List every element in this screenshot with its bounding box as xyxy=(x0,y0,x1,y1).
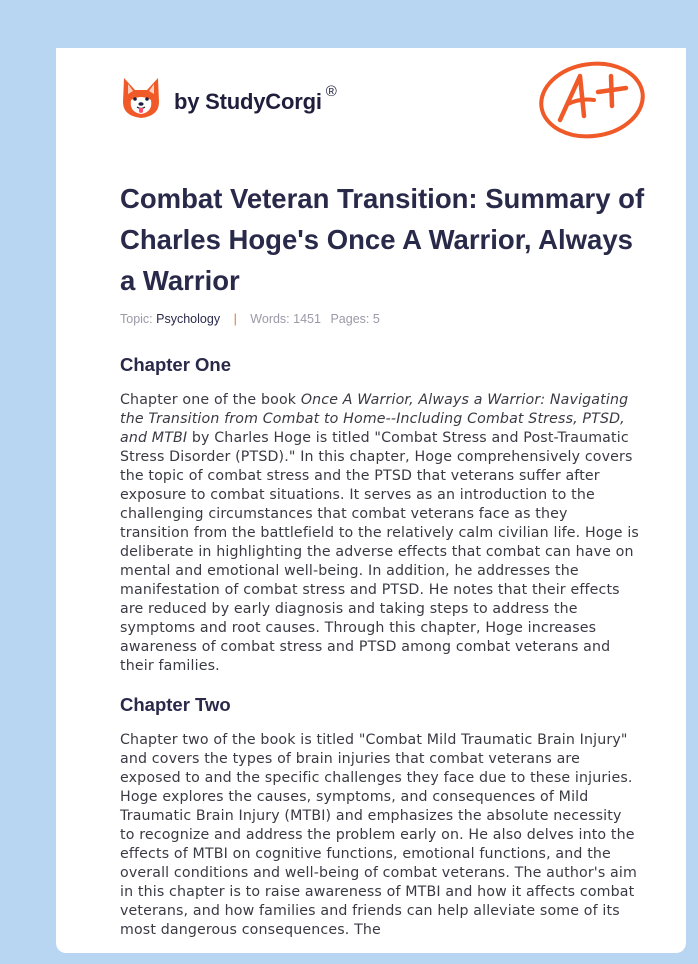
corgi-icon xyxy=(121,76,161,120)
brand-name: by StudyCorgi xyxy=(174,89,322,114)
section-heading-chapter-one: Chapter One xyxy=(120,354,232,375)
words-label: Words: xyxy=(250,312,290,326)
a-plus-grade-icon xyxy=(538,58,648,140)
section-heading-chapter-two: Chapter Two xyxy=(120,694,231,715)
article-meta xyxy=(120,312,380,326)
pages-count: 5 xyxy=(372,312,380,326)
article-title: Combat Veteran Transition: Summary of Charles Hoge's Once A Warrior, Always a Warrior xyxy=(120,183,645,296)
paragraph-lead: Chapter one of the book xyxy=(120,392,301,408)
pages-label: Pages: xyxy=(330,312,370,326)
topic-link[interactable]: Psychology xyxy=(156,312,221,326)
chapter-two-paragraph: Chapter two of the book is titled "Combat Mild Traumatic Brain Injury" and covers the types of brain injuries that combat veterans are exposed to and the specific challenges they face due to these injuries. Hoge explores the causes, symptoms, and consequences of Mild Traumatic Brain Injury (MTBI) and emphasizes the absolute necessity to recognize and address the problem early on. He also delves into the effects of MTBI on cognitive functions, emotional functions, and the overall conditions and well-being of combat veterans. The author's aim in this chapter is to raise awareness of MTBI and how it affects combat veterans, and how families and friends can help alleviate some of its most dangerous consequences. The xyxy=(120,732,637,938)
chapter-one-paragraph xyxy=(120,391,640,676)
book-title: Once A Warrior, Always a Warrior: Navigating the Transition from Combat to Home--Including Combat Stress, PTSD, and MTBI xyxy=(120,392,629,446)
meta-separator: | xyxy=(233,312,237,326)
topic-label: Topic: xyxy=(120,312,153,326)
words-count: 1451 xyxy=(293,312,321,326)
registered-mark: ® xyxy=(325,82,337,100)
document-card xyxy=(56,48,686,953)
page-bottom-overlay xyxy=(0,953,698,964)
paragraph-body: by Charles Hoge is titled "Combat Stress and Post-Traumatic Stress Disorder (PTSD)." In this chapter, Hoge comprehensively covers the topic of combat stress and the PTSD that veterans suffer after exposure to combat situations. It serves as an introduction to the challenging circumstances that combat veterans face as they transition from the battlefield to the relatively calm civilian life. Hoge is deliberate in highlighting the adverse effects that combat can have on mental and emotional well-being. In addition, he addresses the manifestation of combat stress and PTSD. He notes that their effects are reduced by early diagnosis and taking steps to address the symptoms and root causes. Through this chapter, Hoge increases awareness of combat stress and PTSD among combat veterans and their families. xyxy=(120,430,639,674)
studycorgi-logo[interactable] xyxy=(121,76,337,120)
